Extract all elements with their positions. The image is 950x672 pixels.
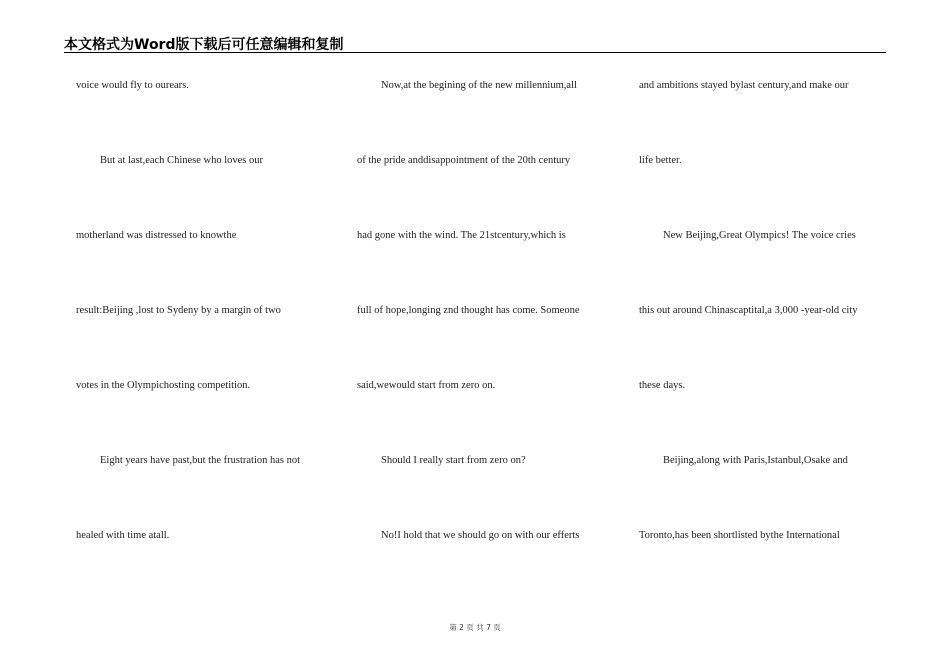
header-title: 本文格式为Word版下载后可任意编辑和复制 [64,37,344,53]
text-column-1 [76,0,338,672]
text-line: these days. [639,380,686,391]
text-line: motherland was distressed to knowthe [76,230,237,241]
page-number-footer: 第 2 页 共 7 页 [449,623,501,632]
text-line: of the pride anddisappointment of the 20th century [357,155,571,166]
text-line: votes in the Olympichosting competition. [76,380,251,391]
text-line: But at last,each Chinese who loves our [100,155,264,166]
text-line: Now,at the begining of the new millennium,all [381,80,577,91]
text-line: this out around Chinascaptital,a 3,000 -year-old city [639,305,858,316]
text-line: and ambitions stayed bylast century,and make our [639,80,849,91]
text-line: life better. [639,155,682,166]
text-line: healed with time atall. [76,530,170,541]
text-line: Should I really start from zero on? [381,455,526,466]
text-line: No!I hold that we should go on with our efferts [381,530,580,541]
text-line: Eight years have past,but the frustration has not [100,455,301,466]
text-column-2 [357,0,619,672]
text-line: had gone with the wind. The 21stcentury,which is [357,230,566,241]
text-line: full of hope,longing znd thought has come. Someone [357,305,580,316]
text-line: result:Beijing ,lost to Sydeny by a margin of two [76,305,281,316]
text-line: voice would fly to ourears. [76,80,189,91]
text-column-3 [639,0,901,672]
text-line: New Beijing,Great Olympics! The voice cries [663,230,856,241]
text-line: Toronto,has been shortlisted bythe International [639,530,840,541]
text-line: said,wewould start from zero on. [357,380,496,391]
text-line: Beijing,along with Paris,Istanbul,Osake and [663,455,848,466]
